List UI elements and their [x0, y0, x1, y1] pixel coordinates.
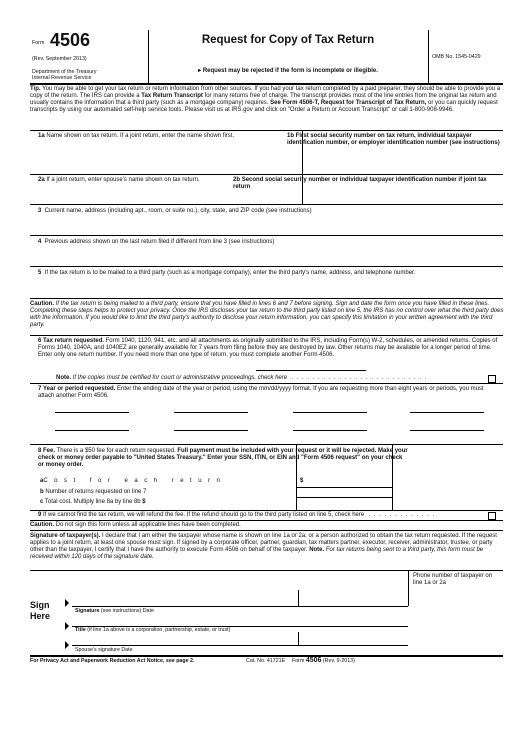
form-number: 4506	[50, 30, 91, 50]
footer-form-word: Form	[292, 658, 305, 664]
refund-third-party-checkbox[interactable]	[488, 512, 496, 520]
form-title: Request for Copy of Tax Return	[201, 34, 375, 46]
line-3-label	[38, 208, 498, 215]
signature-caption	[75, 608, 154, 614]
period-field-3[interactable]	[293, 412, 367, 413]
sign-here-label: Sign Here	[30, 600, 51, 621]
line-2b-label	[233, 177, 503, 191]
line-9-label: 9 If we cannot find the tax return, we will refund the fee. If the refund should go to the third party listed on line 5, check here . . . . . . . . . . . . .	[38, 512, 436, 518]
line-8-number: 8	[38, 448, 42, 454]
tip-text-3: or you can quickly request transcripts by using our automated self-help service tools. Please visit us at IRS.gov and click on "Order a Return or Account Transcript" or call 1-800-908-9946.	[30, 100, 498, 113]
signature-input[interactable]	[74, 592, 302, 601]
title-caption-label: Title	[75, 627, 86, 633]
form-label	[32, 40, 44, 46]
line-1a-number: 1a	[38, 133, 45, 139]
spouse-signature-input[interactable]	[74, 635, 298, 644]
signature-declaration	[30, 533, 504, 561]
footer-form	[292, 658, 355, 664]
caution-paragraph	[30, 301, 504, 329]
line-2a-text: If a joint return, enter spouse's name shown on tax return.	[46, 177, 200, 183]
line-5-text: If the tax return is to be mailed to a third party (such as a mortgage company), enter the third party's name, address, and telephone number.	[44, 270, 416, 276]
signature-caption-label: Signature	[75, 608, 100, 614]
line-3-input[interactable]	[38, 222, 500, 231]
title-caption-sub: (if line 1a above is a corporation, partnership, estate, or trust)	[87, 627, 231, 633]
line-3-number: 3	[38, 208, 42, 214]
line-8c-text: Total cost. Multiply line 8a by line 8b	[44, 499, 141, 505]
period-field-2[interactable]	[174, 412, 248, 413]
form-word: Form	[32, 40, 45, 46]
phone-input[interactable]	[413, 590, 501, 599]
omb-number: OMB No. 1545-0429	[432, 54, 481, 60]
spouse-caption: Spouse's signature Date	[75, 647, 133, 653]
subtitle-text: Request may be rejected if the form is incomplete or illegible.	[202, 68, 378, 74]
sign-arrow-icon	[65, 599, 69, 607]
line-9-text: If we cannot find the tax return, we will refund the fee. If the refund should go to the third party listed on line 5, check here	[43, 512, 365, 518]
tip-text-1: You may be able to get your tax return or return information from other sources. If you had your tax return completed by a paid preparer, they should be able to provide you a copy of the return. The IRS can provide a	[30, 86, 501, 99]
revision-date: (Rev. September 2013)	[32, 56, 87, 62]
line-1b-text: First social security number on tax return, individual taxpayer identification number, or employer identification number (see instructions)	[287, 133, 500, 146]
line-9-number: 9	[38, 512, 42, 518]
line-8-paragraph	[38, 448, 410, 469]
line-6-paragraph	[38, 338, 500, 359]
line-2b-text: Second social security number or individual taxpayer identification number if joint tax return	[233, 177, 487, 190]
line-7-label: Year or period requested.	[43, 386, 116, 392]
line-8b-input[interactable]	[300, 488, 388, 497]
line-8a-text: Cost for each return	[43, 478, 227, 484]
line-3-text: Current name, address (including apt., room, or suite no.), city, state, and ZIP code (see instructions)	[44, 208, 312, 214]
line-6-note: Note. If the copies must be certified for court or administrative proceedings, check here . . . . . . . . . . . . . . . . . . . . . . . . . .	[56, 375, 428, 381]
tip-bold-2: See Form 4506-T, Request for Transcript of Tax Return,	[270, 100, 427, 106]
line-1b-label	[287, 133, 502, 147]
line-2a-input[interactable]	[38, 190, 298, 199]
line-8c-dollar: $	[142, 499, 146, 505]
line-4-number: 4	[38, 239, 42, 245]
tip-label: Tip.	[30, 86, 41, 92]
period-field-1[interactable]	[55, 412, 129, 413]
line-8b-text: Number of returns requested on line 7	[45, 489, 147, 495]
line-7-text: Enter the ending date of the year or period, using the mm/dd/yyyy format. If you are requesting more than eight years or periods, you must attach another Form 4506.	[38, 386, 484, 399]
line-7-paragraph	[38, 386, 500, 400]
line-2a-number: 2a	[38, 177, 45, 183]
line-4-input[interactable]	[38, 252, 500, 261]
line-8a-dollar: $	[300, 478, 304, 484]
tip-bold-1: Tax Return Transcript	[141, 93, 203, 99]
certified-copy-checkbox[interactable]	[488, 375, 496, 383]
tip-text-2: for many returns free of charge. The transcript provides most of the line entries from the original tax return and usually contains the information that a third party (such as a mortgage company) requires.	[30, 93, 497, 106]
line-1b-input[interactable]	[306, 161, 502, 170]
line-5-label	[38, 270, 504, 277]
line-1a-text: Name shown on tax return. If a joint return, enter the name shown first.	[46, 133, 235, 139]
footer-rev: (Rev. 9-2013)	[322, 658, 355, 664]
tip-paragraph	[30, 86, 504, 114]
line-8b-letter: b	[40, 489, 44, 495]
caution-label: Caution.	[30, 301, 54, 307]
spouse-signature-line	[72, 645, 408, 646]
line-1b-number: 1b	[287, 133, 295, 139]
line-5-number: 5	[38, 270, 42, 276]
period-field-6[interactable]	[174, 430, 248, 431]
period-field-8[interactable]	[410, 430, 484, 431]
caution-sign-note	[30, 522, 504, 529]
line-8a-letter: a	[40, 478, 44, 484]
line-6-note-label: Note.	[56, 375, 71, 381]
title-caption	[75, 627, 230, 633]
period-field-4[interactable]	[410, 412, 484, 413]
period-field-5[interactable]	[55, 430, 129, 431]
line-4-text: Previous address shown on the last return filed if different from line 3 (see instructions)	[44, 239, 275, 245]
footer-form-number: 4506	[305, 657, 322, 664]
signature-declaration-text: I declare that I am either the taxpayer whose name is shown on line 1a or 2a, or a person authorized to obtain the tax return requested. If the request applies to a joint return, at least one spouse must sign. If signed by a corporate officer, partner, guardian, tax matters partner, executor, receiver, administrator, trustee, or party other than the taxpayer, I certify that I have the authority to execute Form 4506 on behalf of the taxpayer.	[30, 533, 497, 553]
arrow-icon: ▸	[198, 68, 203, 74]
line-6-text: Form 1040, 1120, 941, etc. and all attachments as originally submitted to the IRS, including Form(s) W-2, schedules, or amended returns. Copies of Forms 1040, 1040A, and 1040EZ are generally available for 7 years from filing before they are destroyed by law. Other returns may be available for a longer period of time. Enter only one return number. If you need more than one type of return, you must complete another Form 4506.	[38, 338, 498, 358]
line-5-input[interactable]	[38, 283, 500, 292]
department-line2: Internal Revenue Service	[32, 75, 92, 81]
line-8a-input[interactable]	[308, 477, 388, 486]
signature-caption-sub: (see instructions) Date	[100, 608, 154, 614]
footer-notice: For Privacy Act and Paperwork Reduction Act Notice, see page 2.	[30, 658, 195, 664]
footer-cat-no: Cat. No. 41721E	[246, 658, 286, 664]
spouse-arrow-icon	[65, 641, 69, 649]
caution-text: If the tax return is being mailed to a third party, ensure that you have filled in lines 6 and 7 before signing. Sign and date the form once you have filled in these lines. Completing these steps helps to protect your privacy. Once the IRS discloses your tax return to the third party listed on line 5, the IRS has no control over what the third party does with the information. If you would like to limit the third party's authority to disclose your return information, you can specify this limitation in your written agreement with the third party.	[30, 301, 504, 328]
line-1a-label	[38, 133, 278, 140]
line-4-label	[38, 239, 498, 246]
period-field-7[interactable]	[293, 430, 367, 431]
phone-label: Phone number of taxpayer on line 1a or 2a	[413, 573, 493, 586]
caution-2-label: Caution.	[30, 522, 54, 528]
line-8c-letter: c	[40, 499, 44, 505]
line-6-number: 6	[38, 338, 42, 344]
line-8c-label	[40, 499, 146, 506]
signature-note-text: For tax returns being sent to a third party, this form must be received within 120 days of the signature date.	[30, 547, 484, 560]
line-8-bold: Full payment must be included with your request or it will be rejected. Make your check or money order payable to "United States Treasury." Enter your SSN, ITIN, or EIN and "Form 4506 request" on your check or money order.	[38, 448, 408, 468]
line-1a-input[interactable]	[38, 149, 298, 158]
line-8a-label	[40, 478, 226, 485]
line-7-number: 7	[38, 386, 42, 392]
line-8-label: Fee.	[43, 448, 56, 454]
title-arrow-icon	[65, 622, 69, 630]
department-line1: Department of the Treasury	[32, 69, 97, 75]
line-2b-input[interactable]	[306, 193, 502, 202]
caution-2-text: Do not sign this form unless all applicable lines have been completed.	[55, 522, 241, 528]
form-subtitle	[150, 68, 426, 75]
line-8b-label	[40, 489, 146, 496]
line-6-note-text: If the copies must be certified for court or administrative proceedings, check here	[72, 375, 288, 381]
line-6-input[interactable]	[256, 370, 366, 371]
line-8c-input[interactable]	[300, 499, 388, 508]
signature-line	[72, 606, 408, 607]
line-6-label: Tax return requested.	[43, 338, 104, 344]
title-input[interactable]	[74, 615, 404, 624]
line-2b-number: 2b	[233, 177, 241, 183]
signature-note-label: Note.	[309, 547, 325, 553]
line-8-text: There is a $50 fee for each return requested.	[56, 448, 176, 454]
signature-declaration-label: Signature of taxpayer(s).	[30, 533, 101, 539]
